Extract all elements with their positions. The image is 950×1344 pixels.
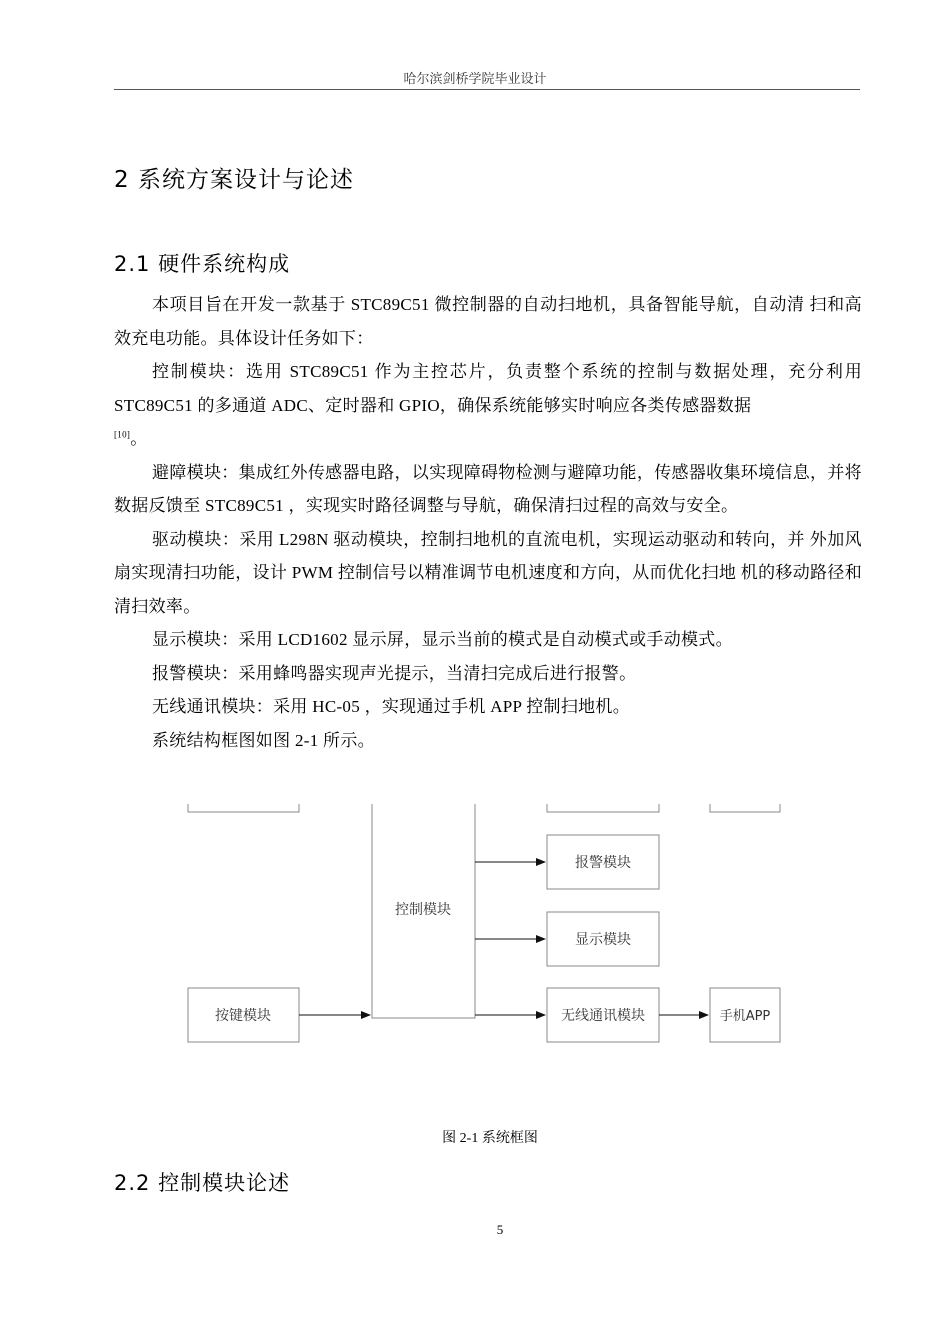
phone-label: 手机APP [719,1009,771,1024]
paragraph-control [114,355,862,456]
keys-label: 按键模块 [215,1008,271,1024]
page-number: 5 [496,1222,504,1237]
paragraph-intro: 本项目旨在开发一款基于 STC89C51 微控制器的自动扫地机，具备智能导航，自动清 扫和高效充电功能。具体设计任务如下： [114,295,862,348]
alarm-label: 报警模块 [575,855,631,871]
paragraph-obstacle: 避障模块：集成红外传感器电路，以实现障碍物检测与避障功能，传感器收集环境信息，并将数据反馈至 STC89C51 ，实现实时路径调整与导航，确保清扫过程的高效与安全。 [114,462,862,515]
paragraph-figure-ref: 系统结构框图如图 2-1 所示。 [152,730,375,750]
control-label: 控制模块 [395,902,451,918]
header-rule [114,89,860,90]
paragraph-display: 显示模块：采用 LCD1602 显示屏，显示当前的模式是自动模式或手动模式。 [152,630,733,649]
citation: [10] [114,429,131,440]
paragraph-drive: 驱动模块：采用 L298N 驱动模块，控制扫地机的直流电机，实现运动驱动和转向，并 外加风扇实现清扫功能，设计 PWM 控制信号以精准调节电机速度和方向，从而优化扫地 机的移动路径和清扫效率。 [114,529,862,616]
chapter-title: 2 系统方案设计与论述 [114,167,354,193]
section-2-2-title: 2.2 控制模块论述 [114,1171,291,1195]
display-label: 显示模块 [575,932,631,948]
system-block-diagram [183,804,783,1044]
paragraph-wireless: 无线通讯模块：采用 HC-05 ，实现通过手机 APP 控制扫地机。 [152,697,631,716]
cropped-box-left [188,804,299,812]
citation-suffix: 。 [130,429,148,448]
section-2-1-title: 2.1 硬件系统构成 [114,252,291,276]
cropped-box-right [710,804,780,812]
body-text [114,288,862,757]
running-header: 哈尔滨剑桥学院毕业设计 [403,71,547,86]
paragraph-control-text: 控制模块：选用 STC89C51 作为主控芯片，负责整个系统的控制与数据处理，充分利用 STC89C51 的多通道 ADC、定时器和 GPIO，确保系统能够实时响应各类传感器数据 [114,362,862,415]
paragraph-alarm: 报警模块：采用蜂鸣器实现声光提示，当清扫完成后进行报警。 [152,663,637,683]
cropped-box-mid [547,804,659,812]
wireless-label: 无线通讯模块 [561,1008,645,1024]
figure-caption: 图 2-1 系统框图 [442,1131,538,1146]
